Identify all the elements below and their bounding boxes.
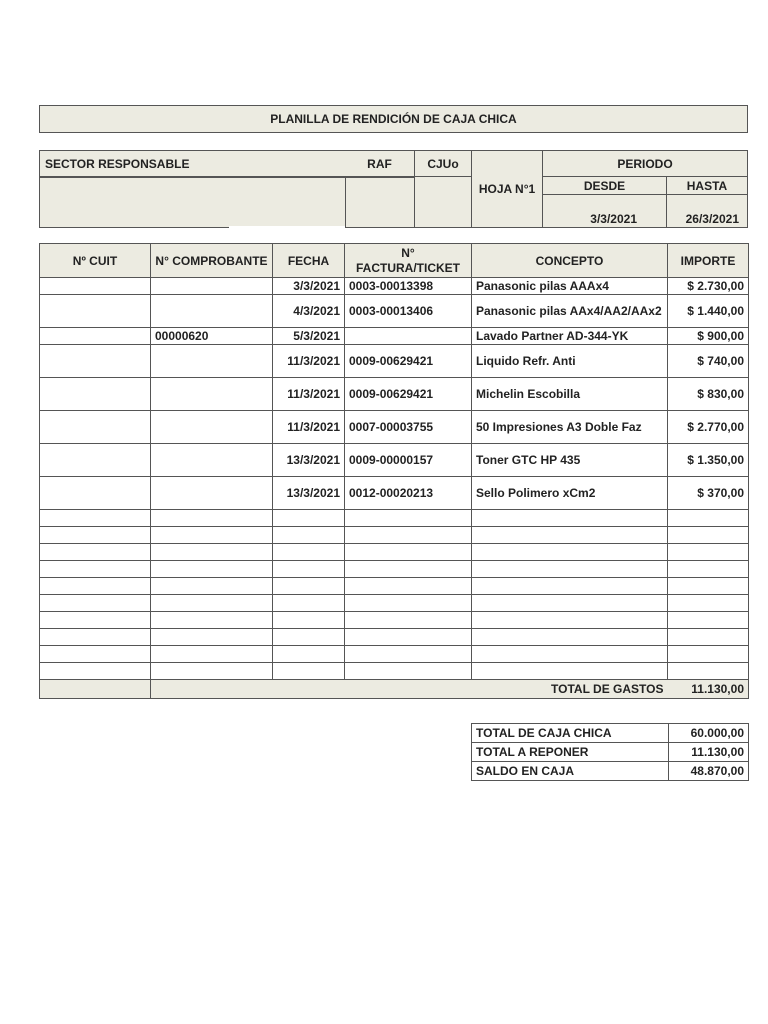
col-factura-header-line1: N° [401, 245, 415, 260]
cell-cuit [40, 295, 151, 328]
cell-importe: $ 900,00 [668, 328, 749, 345]
summary-row [472, 762, 749, 781]
cell-comprobante [151, 378, 273, 411]
expense-table [39, 243, 749, 699]
hoja-cell [471, 150, 543, 228]
cell-factura [345, 328, 472, 345]
summary-label: TOTAL A REPONER [472, 743, 669, 762]
cell-comprobante [151, 411, 273, 444]
cell-concepto: Toner GTC HP 435 [472, 444, 668, 477]
raf-label: RAF [367, 156, 392, 171]
cell-fecha: 5/3/2021 [273, 328, 345, 345]
col-importe-header: IMPORTE [668, 244, 749, 278]
cell-fecha: 11/3/2021 [273, 378, 345, 411]
raf-label-cell [345, 150, 414, 177]
cell-comprobante [151, 278, 273, 295]
cell-importe: $ 830,00 [668, 378, 749, 411]
periodo-label: PERIODO [617, 156, 673, 171]
cell-cuit [40, 328, 151, 345]
cell-comprobante: 00000620 [151, 328, 273, 345]
cell-cuit [40, 444, 151, 477]
hasta-label: HASTA [686, 178, 728, 193]
cell-cuit [40, 345, 151, 378]
sector-value-cell [39, 177, 345, 228]
summary-value: 60.000,00 [669, 724, 749, 743]
empty-row [40, 578, 749, 595]
sector-label: SECTOR RESPONSABLE [45, 157, 190, 171]
cell-fecha: 11/3/2021 [273, 411, 345, 444]
summary-label: TOTAL DE CAJA CHICA [472, 724, 669, 743]
cell-factura: 0009-00000157 [345, 444, 472, 477]
table-row [40, 477, 749, 510]
cell-importe: $ 1.440,00 [668, 295, 749, 328]
cell-factura: 0003-00013398 [345, 278, 472, 295]
empty-row [40, 663, 749, 680]
empty-row [40, 629, 749, 646]
cell-concepto: Michelin Escobilla [472, 378, 668, 411]
hasta-label-cell [666, 176, 748, 195]
cell-fecha: 4/3/2021 [273, 295, 345, 328]
col-factura-header [345, 244, 472, 278]
cell-factura: 0009-00629421 [345, 345, 472, 378]
table-row [40, 444, 749, 477]
sector-label-cell [39, 150, 345, 177]
total-gastos-row [40, 680, 749, 699]
cell-concepto: Liquido Refr. Anti [472, 345, 668, 378]
total-gastos-value: 11.130,00 [668, 680, 749, 699]
cell-importe: $ 740,00 [668, 345, 749, 378]
col-cuit-header: Nº CUIT [40, 244, 151, 278]
col-concepto-header: CONCEPTO [472, 244, 668, 278]
cell-concepto: 50 Impresiones A3 Doble Faz [472, 411, 668, 444]
hasta-value-cell [666, 194, 748, 228]
cell-fecha: 3/3/2021 [273, 278, 345, 295]
total-gastos-label: TOTAL DE GASTOS [151, 680, 668, 699]
empty-row [40, 510, 749, 527]
cell-comprobante [151, 345, 273, 378]
page-title: PLANILLA DE RENDICIÓN DE CAJA CHICA [270, 112, 517, 126]
cell-concepto: Lavado Partner AD-344-YK [472, 328, 668, 345]
summary-row [472, 724, 749, 743]
empty-row [40, 561, 749, 578]
summary-label: SALDO EN CAJA [472, 762, 669, 781]
summary-row [472, 743, 749, 762]
desde-label: DESDE [583, 178, 626, 193]
table-row [40, 295, 749, 328]
hasta-value: 26/3/2021 [685, 212, 739, 226]
desde-value: 3/3/2021 [590, 212, 637, 226]
table-row [40, 345, 749, 378]
cell-fecha: 11/3/2021 [273, 345, 345, 378]
cell-cuit [40, 378, 151, 411]
cell-importe: $ 370,00 [668, 477, 749, 510]
cell-cuit [40, 477, 151, 510]
empty-row [40, 595, 749, 612]
cell-factura: 0007-00003755 [345, 411, 472, 444]
cell-comprobante [151, 295, 273, 328]
empty-row [40, 527, 749, 544]
cell-fecha: 13/3/2021 [273, 444, 345, 477]
col-factura-header-line2: FACTURA/TICKET [356, 260, 460, 275]
raf-value-cell [345, 177, 414, 228]
cell-concepto: Panasonic pilas AAx4/AA2/AAx2 [472, 295, 668, 328]
cell-factura: 0003-00013406 [345, 295, 472, 328]
cell-comprobante [151, 477, 273, 510]
cjuo-label-cell [414, 150, 471, 177]
title-bar [39, 105, 748, 133]
table-row [40, 328, 749, 345]
cell-fecha: 13/3/2021 [273, 477, 345, 510]
col-fecha-header: FECHA [273, 244, 345, 278]
cell-concepto: Sello Polimero xCm2 [472, 477, 668, 510]
cell-importe: $ 2.730,00 [668, 278, 749, 295]
desde-label-cell [542, 176, 667, 195]
table-header-row [40, 244, 749, 278]
table-row [40, 378, 749, 411]
cell-cuit [40, 278, 151, 295]
cell-comprobante [151, 444, 273, 477]
cell-factura: 0009-00629421 [345, 378, 472, 411]
summary-value: 11.130,00 [669, 743, 749, 762]
col-comprobante-header: N° COMPROBANTE [151, 244, 273, 278]
hoja-label: HOJA N°1 [478, 182, 536, 196]
cell-importe: $ 1.350,00 [668, 444, 749, 477]
summary-table [471, 723, 749, 781]
desde-value-cell [542, 194, 667, 228]
cjuo-value-cell [414, 177, 471, 228]
empty-row [40, 612, 749, 629]
periodo-cell [542, 150, 748, 177]
empty-row [40, 646, 749, 663]
summary-value: 48.870,00 [669, 762, 749, 781]
table-row [40, 278, 749, 295]
cjuo-label: CJUo [427, 156, 459, 171]
cell-cuit [40, 411, 151, 444]
table-row [40, 411, 749, 444]
cell-importe: $ 2.770,00 [668, 411, 749, 444]
cell-factura: 0012-00020213 [345, 477, 472, 510]
cell-concepto: Panasonic pilas AAAx4 [472, 278, 668, 295]
header-block [39, 150, 748, 228]
empty-row [40, 544, 749, 561]
